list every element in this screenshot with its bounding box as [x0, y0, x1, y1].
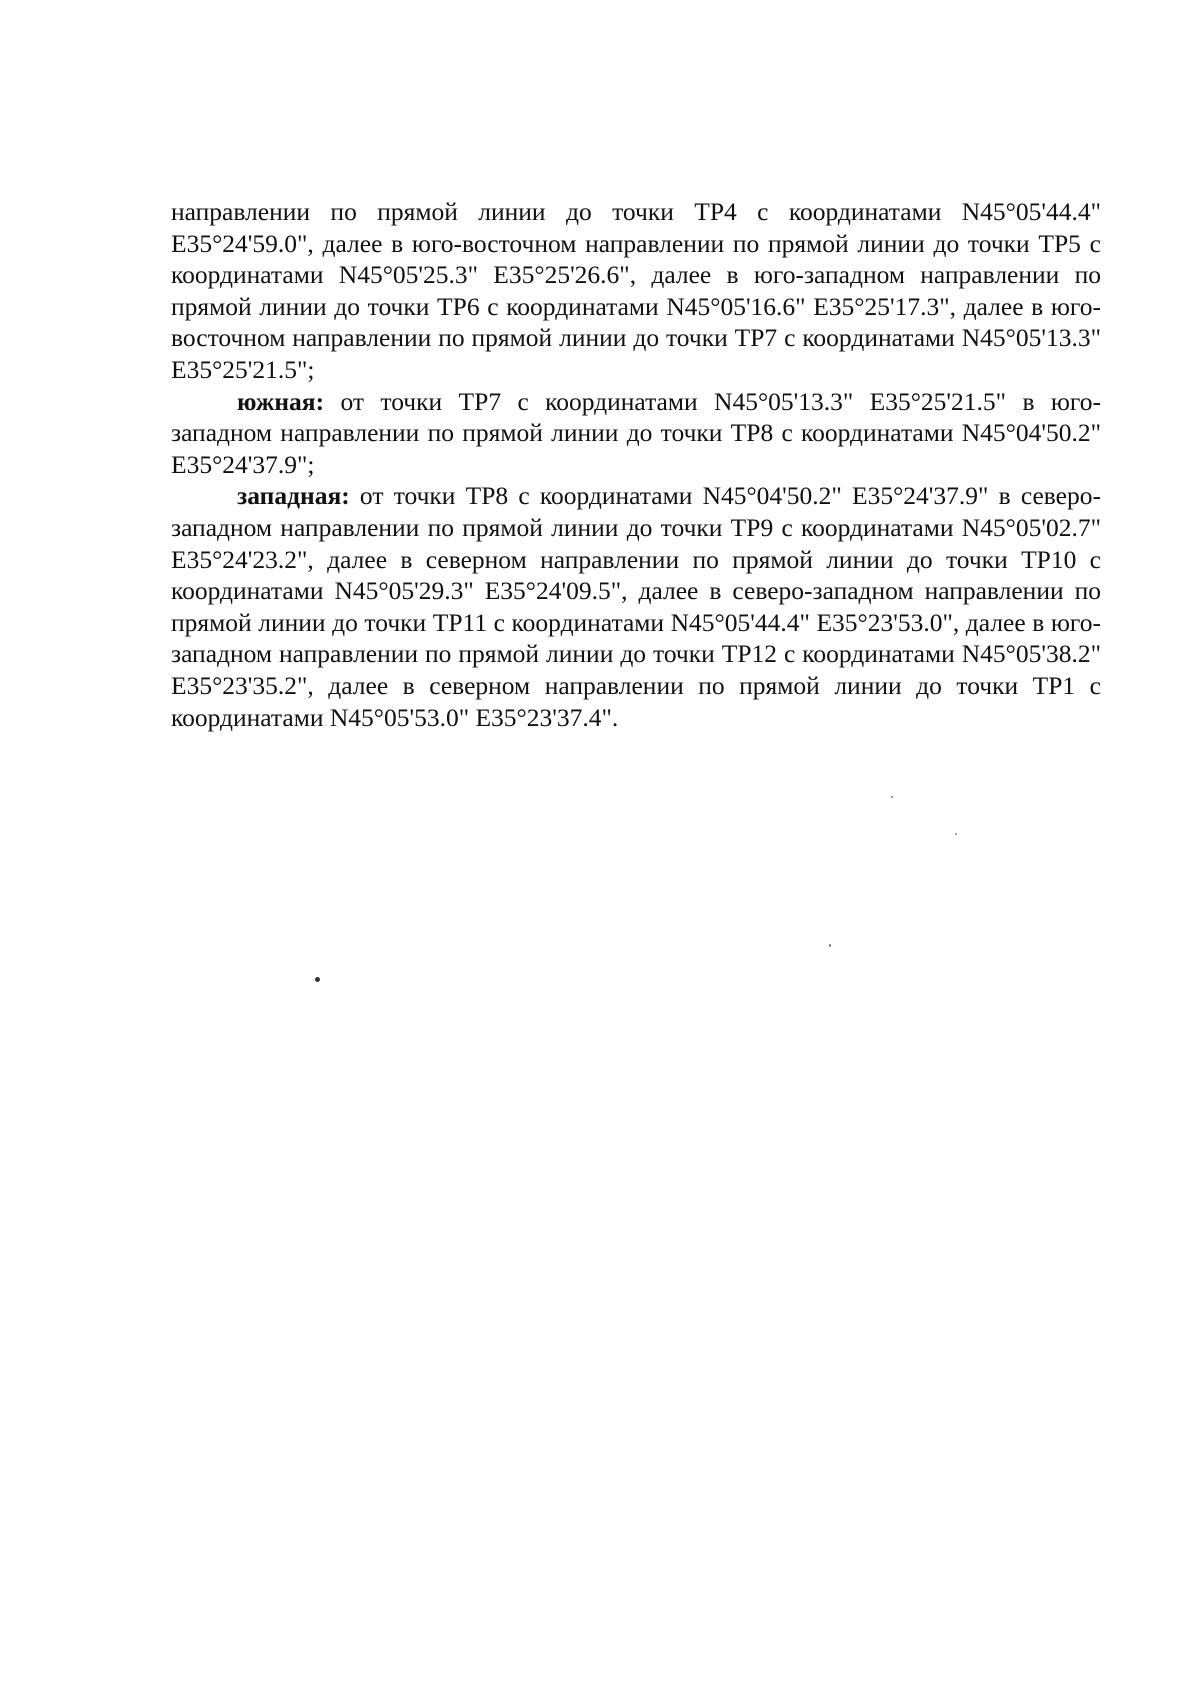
paragraph-west-boundary	[171, 480, 1101, 733]
paragraph-text: направлении по прямой линии до точки TP4 с координатами N45°05'44.4" E35°24'59.0", далее в юго-восточном направлении по прямой линии до точки TP5 с координатами N45°05'25.3" E35°25'26.6", далее в юго-западном направлении по прямой линии до точки TP6 с координатами N45°05'16.6" E35°25'17.3", далее в юго-восточном направлении по прямой линии до точки TP7 с координатами N45°05'13.3" E35°25'21.5";	[171, 197, 1101, 384]
scan-speck	[891, 796, 893, 798]
scan-speck	[829, 944, 831, 947]
paragraph-east-continuation	[171, 196, 1101, 386]
paragraph-text: от точки TP8 с координатами N45°04'50.2" E35°24'37.9" в северо-западном направлении по прямой линии до точки TP9 с координатами N45°05'02.7" E35°24'23.2", далее в северном направлении по прямой линии до точки TP10 с координатами N45°05'29.3" E35°24'09.5", далее в северо-западном направлении по прямой линии до точки TP11 с координатами N45°05'44.4" E35°23'53.0", далее в юго-западном направлении по прямой линии до точки TP12 с координатами N45°05'38.2" E35°23'35.2", далее в северном направлении по прямой линии до точки TP1 с координатами N45°05'53.0" E35°23'37.4".	[171, 481, 1101, 732]
boundary-keyword: западная:	[237, 481, 350, 511]
boundary-keyword: южная:	[237, 386, 325, 416]
paragraph-south-boundary	[171, 386, 1101, 481]
paragraph-text: от точки TP7 с координатами N45°05'13.3" E35°25'21.5" в юго-западном направлении по прямой линии до точки TP8 с координатами N45°04'50.2" E35°24'37.9";	[171, 386, 1101, 479]
boundary-description-text	[171, 196, 1101, 733]
scan-speck	[315, 977, 320, 982]
scan-speck	[955, 833, 957, 835]
